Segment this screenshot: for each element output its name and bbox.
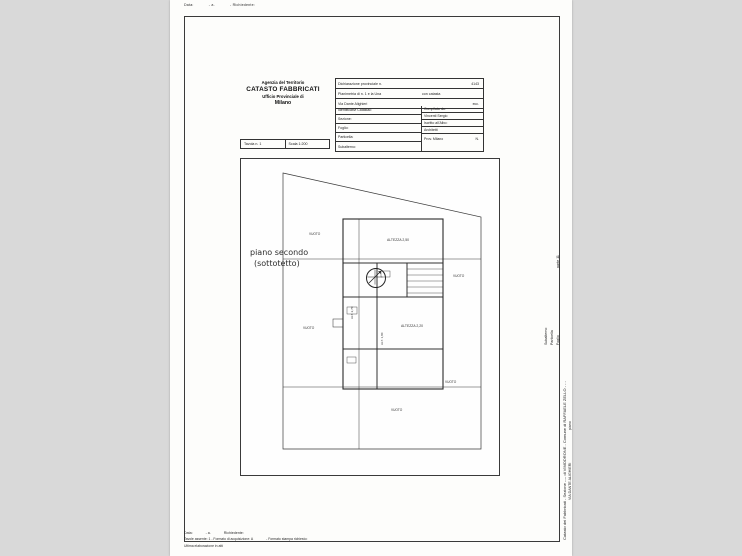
compiler-line: Vincenti Sergio: [422, 113, 483, 120]
margin-main-line: Catasto dei Fabbricati - Sezione ---- di VIMODRONE - Comune di RAFFAELE ZELLO - - -: [562, 381, 567, 540]
bottom-strip-1: [184, 531, 558, 535]
ident-line: Foglio:: [336, 124, 421, 133]
agency-line-3: Ufficio Provinciale di: [262, 94, 304, 100]
compiler-line: Compilata da:: [422, 106, 483, 113]
print-format: - Formato stampa richiesto:: [266, 537, 308, 541]
row-label: Dichiarazione provinciale n.: [338, 81, 382, 86]
agency-line-1: Agenzia del Territorio: [261, 80, 305, 85]
room-right-lower: [377, 297, 443, 349]
outside-label: VUOTO: [391, 408, 403, 412]
bottom-date: Data:: [184, 531, 193, 535]
row-label: Via Dante Alighieri: [338, 101, 368, 106]
bottom-requester: Richiedente:: [223, 531, 244, 535]
caption-line-1: piano secondo: [250, 248, 309, 257]
outside-label: VUOTO: [303, 326, 315, 330]
top-strip-date: Data:: [184, 3, 194, 7]
agency-block: [240, 80, 326, 107]
compilatore-column: [422, 106, 483, 151]
room-label: ALTEZZA 2,50: [387, 238, 409, 242]
bottom-a: - a.: [205, 531, 211, 535]
room-label: ALTEZZA 2,20: [401, 324, 423, 328]
agency-line-2: CATASTO FABBRICATI: [246, 85, 320, 93]
margin-parte: parte 11: [556, 255, 560, 268]
bottom-strip-2: [184, 537, 558, 541]
right-margin-strip: [540, 0, 572, 556]
outside-label: VUOTO: [309, 232, 321, 236]
building-outline: [343, 219, 443, 389]
floor-plan-drawing: [240, 158, 500, 476]
outside-label: VUOTO: [453, 274, 465, 278]
header-table: [335, 78, 484, 152]
scanned-sheet: [170, 0, 572, 556]
row-label: Planimetria di n. 1 e la Una: [338, 91, 382, 96]
top-strip: [184, 3, 558, 7]
margin-subalterno: Subalterno: [544, 327, 548, 345]
agency-line-4: Milano: [274, 99, 292, 106]
scala-label: Scala 1:200: [288, 142, 308, 146]
compiler-number: N.: [475, 137, 479, 141]
bottom-strip-3: Ultima elaborazione in atti: [184, 544, 224, 548]
top-strip-a: - a.: [208, 3, 215, 7]
row-value: 4143: [471, 81, 479, 86]
margin-street-name: VIA DANTE ALIGHIERI: [568, 462, 572, 500]
room-label: ALT. 2,70: [350, 306, 354, 319]
room-left-lower: [343, 297, 377, 349]
table-row: [336, 79, 483, 89]
format-info: Tavole assente: 1 - Formato di acquisizione: A: [184, 537, 254, 541]
table-row: [336, 89, 483, 99]
ident-line: Particella:: [336, 133, 421, 142]
room-bottom-right: [377, 349, 443, 389]
balcony: [333, 319, 343, 327]
compiler-prov: Prov. Milano: [424, 137, 444, 141]
compiler-line: Architetti: [422, 127, 483, 134]
margin-foglio: Foglio: [556, 335, 560, 345]
row-mid: con catasta: [422, 91, 441, 96]
ident-line: Sezione:: [336, 115, 421, 124]
margin-piano: piano: [568, 421, 572, 430]
room-bottom-left: [343, 349, 377, 389]
room-label: ALT. 1,80: [380, 332, 384, 345]
row-value: ecc.: [472, 101, 479, 106]
fixture: [347, 357, 356, 363]
scale-box: [240, 139, 330, 149]
compiler-line: [422, 134, 483, 144]
header-block: [240, 78, 482, 150]
lot-boundary: [283, 173, 481, 449]
plan-caption: [250, 248, 308, 270]
ident-line: Identificativi Catastali:: [336, 106, 421, 115]
table-lower-block: [336, 106, 483, 151]
identificativi-column: [336, 106, 422, 151]
tavola-label: Tavola n. 1: [241, 140, 286, 148]
margin-particella: Particella: [550, 330, 554, 345]
stairwell: [407, 263, 443, 297]
north-compass-icon: [366, 268, 386, 288]
caption-line-2: (sottotetto): [254, 258, 300, 268]
outside-label: VUOTO: [445, 380, 457, 384]
ident-line: Subalterno:: [338, 144, 356, 149]
plan-svg: [241, 159, 499, 475]
compiler-line: Iscritto all'Albo:: [422, 120, 483, 127]
top-strip-requester: - Richiedente:: [230, 3, 255, 7]
